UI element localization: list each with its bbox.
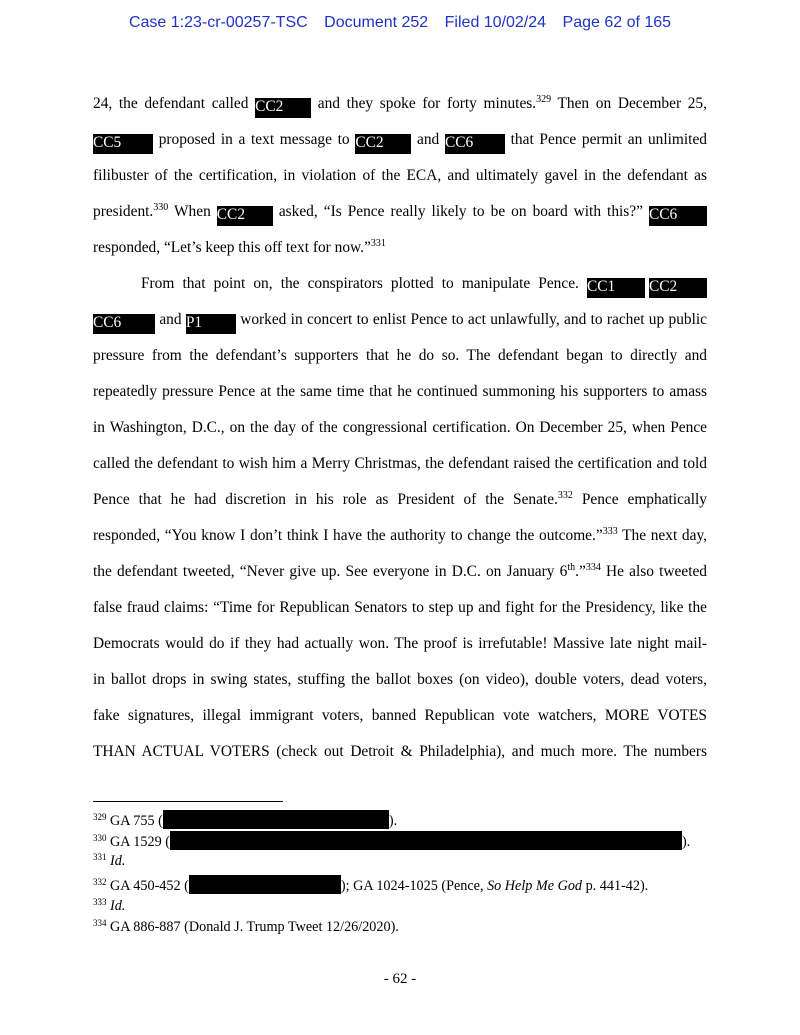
body-line: THAN ACTUAL VOTERS (check out Detroit & Philadelphia), and much more. The numbers: [93, 743, 707, 760]
footnote-330: $^{330}$ GA 1529 ( ).: [93, 833, 691, 850]
footnote-ref-329: 329: [536, 94, 552, 105]
redaction-block: [189, 875, 341, 894]
ordinal-suffix: th: [567, 562, 576, 573]
footnote-333: $^{333}$ Id.: [93, 897, 126, 914]
body-line: in Washington, D.C., on the day of the congressional certification. On December 25, when Pence: [93, 419, 707, 436]
body-line: responded, “Let’s keep this off text for now.”$^{331}$: [93, 238, 386, 256]
body-line: CC6 and P1 worked in concert to enlist Pence to act unlawfully, and to rachet up public: [93, 310, 707, 334]
document-number: Document 252: [324, 14, 429, 31]
footnote-329: $^{329}$ GA 755 ( ).: [93, 812, 398, 829]
body-line: the defendant tweeted, “Never give up. See everyone in D.C. on January 6th.”$^{334}$ He also tweeted: [93, 562, 707, 580]
body-line: Pence that he had discretion in his role as President of the Senate.$^{332}$ Pence emphatically: [93, 490, 707, 508]
redaction-cc2: CC2: [255, 98, 311, 118]
body-line: in ballot drops in swing states, stuffing the ballot boxes (on video), double voters, dead voters,: [93, 671, 707, 688]
body-line: From that point on, the conspirators plotted to manipulate Pence. CC1 CC2: [141, 274, 707, 298]
page-number: - 62 -: [383, 971, 417, 987]
footnote-331: $^{331}$ Id.: [93, 852, 126, 869]
redaction-cc6: CC6: [445, 134, 505, 154]
filed-date: Filed 10/02/24: [444, 14, 547, 31]
body-line: pressure from the defendant’s supporters that he do so. The defendant began to directly and: [93, 347, 707, 364]
body-line: president.$^{330}$ When CC2 asked, “Is Pence really likely to be on board with this?” CC6: [93, 202, 707, 226]
redaction-cc6: CC6: [93, 314, 155, 334]
redaction-block: [170, 831, 682, 850]
footnote-divider: [93, 801, 283, 802]
body-line: Democrats would do if they had actually won. The proof is irrefutable! Massive late night mail-: [93, 635, 707, 652]
footnote-334: $^{334}$ GA 886-887 (Donald J. Trump Tweet 12/26/2020).: [93, 918, 399, 935]
body-line: fake signatures, illegal immigrant voters, banned Republican vote watchers, MORE VOTES: [93, 707, 707, 724]
redaction-cc2: CC2: [217, 206, 273, 226]
body-line: false fraud claims: “Time for Republican Senators to step up and fight for the Presidency, like the: [93, 599, 707, 616]
redaction-cc6: CC6: [649, 206, 707, 226]
footnote-ref-331: 331: [370, 238, 386, 249]
body-line: repeatedly pressure Pence at the same time that he continued summoning his supporters to amass: [93, 383, 707, 400]
redaction-cc5: CC5: [93, 134, 153, 154]
page-count: Page 62 of 165: [562, 14, 672, 31]
footnote-ref-334: 334: [585, 562, 601, 573]
redaction-cc2: CC2: [649, 278, 707, 298]
footnote-332: $^{332}$ GA 450-452 ( ); GA 1024-1025 (Pence, So Help Me God p. 441-42).: [93, 877, 649, 894]
case-header: [0, 14, 800, 32]
redaction-block: [163, 810, 389, 829]
redaction-cc1: CC1: [587, 278, 645, 298]
body-line: CC5 proposed in a text message to CC2 and CC6 that Pence permit an unlimited: [93, 130, 707, 154]
body-line: filibuster of the certification, in violation of the ECA, and ultimately gavel in the defendant as: [93, 167, 707, 184]
body-line: called the defendant to wish him a Merry Christmas, the defendant raised the certification and told: [93, 455, 707, 472]
redaction-cc2: CC2: [355, 134, 411, 154]
case-number: Case 1:23-cr-00257-TSC: [128, 14, 308, 31]
body-line: responded, “You know I don’t think I have the authority to change the outcome.”$^{333}$ The next day,: [93, 526, 707, 544]
footnote-ref-332: 332: [557, 490, 573, 501]
body-line: 24, the defendant called CC2 and they spoke for forty minutes.$^{329}$ Then on December 25,: [93, 94, 707, 118]
footnote-ref-330: 330: [153, 202, 169, 213]
redaction-p1: P1: [186, 314, 236, 334]
footnote-ref-333: 333: [602, 526, 618, 537]
